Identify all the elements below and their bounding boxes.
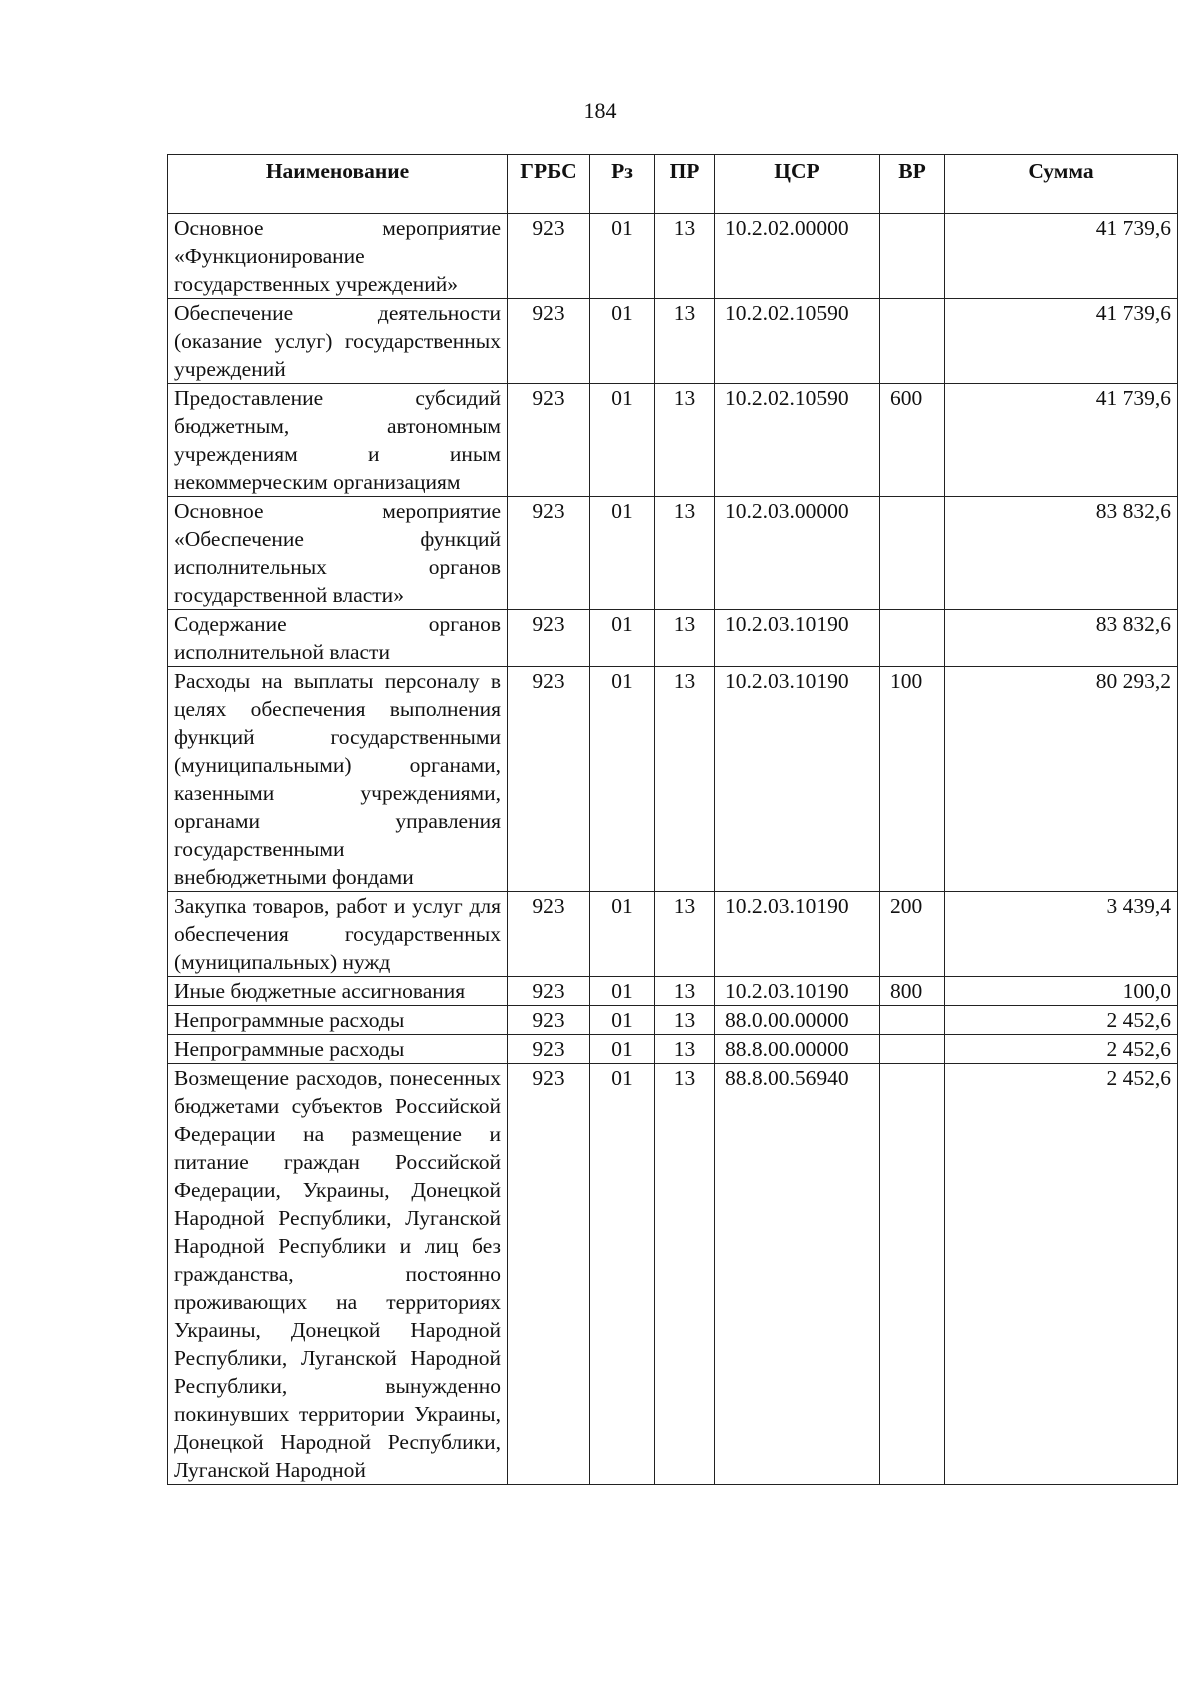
cell-rz: 01 [590,1064,655,1485]
cell-grbs: 923 [508,214,590,299]
cell-csr: 10.2.03.00000 [715,497,880,610]
cell-csr: 10.2.03.10190 [715,977,880,1006]
cell-rz: 01 [590,214,655,299]
cell-vr [880,1006,945,1035]
table-row [168,892,1178,977]
cell-csr: 10.2.02.00000 [715,214,880,299]
cell-vr [880,1064,945,1485]
page-number: 184 [583,98,617,123]
cell-rz: 01 [590,384,655,497]
cell-grbs: 923 [508,1064,590,1485]
cell-pr: 13 [655,977,715,1006]
cell-csr: 10.2.03.10190 [715,892,880,977]
cell-grbs: 923 [508,1006,590,1035]
cell-csr: 88.8.00.00000 [715,1035,880,1064]
cell-sum: 80 293,2 [945,667,1178,892]
cell-sum: 83 832,6 [945,497,1178,610]
cell-name: Непрограммные расходы [168,1006,508,1035]
cell-csr: 88.0.00.00000 [715,1006,880,1035]
cell-csr: 10.2.03.10190 [715,610,880,667]
cell-pr: 13 [655,214,715,299]
cell-name: Закупка товаров, работ и услуг для обеспечения государственных (муниципальных) нужд [168,892,508,977]
cell-grbs: 923 [508,892,590,977]
cell-name: Непрограммные расходы [168,1035,508,1064]
cell-rz: 01 [590,667,655,892]
cell-name: Иные бюджетные ассигнования [168,977,508,1006]
header-csr: ЦСР [715,155,880,214]
table-row [168,384,1178,497]
cell-sum: 41 739,6 [945,299,1178,384]
header-vr: ВР [880,155,945,214]
cell-csr: 10.2.03.10190 [715,667,880,892]
cell-pr: 13 [655,1006,715,1035]
cell-sum: 2 452,6 [945,1006,1178,1035]
cell-grbs: 923 [508,977,590,1006]
cell-vr [880,610,945,667]
table-row [168,497,1178,610]
cell-vr [880,299,945,384]
table-row [168,1064,1178,1485]
table-row [168,214,1178,299]
cell-pr: 13 [655,892,715,977]
cell-sum: 3 439,4 [945,892,1178,977]
cell-rz: 01 [590,1006,655,1035]
table-row [168,977,1178,1006]
cell-sum: 41 739,6 [945,384,1178,497]
cell-grbs: 923 [508,1035,590,1064]
cell-grbs: 923 [508,610,590,667]
cell-grbs: 923 [508,497,590,610]
table-row [168,299,1178,384]
cell-sum: 41 739,6 [945,214,1178,299]
cell-grbs: 923 [508,667,590,892]
cell-vr: 600 [880,384,945,497]
table-row [168,1035,1178,1064]
cell-csr: 10.2.02.10590 [715,384,880,497]
cell-pr: 13 [655,299,715,384]
cell-sum: 83 832,6 [945,610,1178,667]
cell-rz: 01 [590,1035,655,1064]
cell-name: Основное мероприятие «Функционирование государственных учреждений» [168,214,508,299]
header-rz: Рз [590,155,655,214]
cell-vr: 200 [880,892,945,977]
cell-vr: 100 [880,667,945,892]
table-row [168,610,1178,667]
cell-vr [880,497,945,610]
cell-name: Основное мероприятие «Обеспечение функций исполнительных органов государственной власти» [168,497,508,610]
cell-grbs: 923 [508,384,590,497]
cell-name: Возмещение расходов, понесенных бюджетами субъектов Российской Федерации на размещение и питание граждан Российской Федерации, Украины, Донецкой Народной Республики, Луганской Народной Республики и лиц без гражданства, постоянно проживающих на территориях Украины, Донецкой Народной Республики, Луганской Народной Республики, вынужденно покинувших территории Украины, Донецкой Народной Республики, Луганской Народной [168,1064,508,1485]
cell-grbs: 923 [508,299,590,384]
cell-pr: 13 [655,667,715,892]
cell-rz: 01 [590,977,655,1006]
table-header [168,155,1178,214]
cell-pr: 13 [655,1064,715,1485]
header-grbs: ГРБС [508,155,590,214]
table-row [168,1006,1178,1035]
cell-vr: 800 [880,977,945,1006]
cell-name: Предоставление субсидий бюджетным, автономным учреждениям и иным некоммерческим организациям [168,384,508,497]
cell-rz: 01 [590,610,655,667]
cell-sum: 2 452,6 [945,1035,1178,1064]
cell-name: Содержание органов исполнительной власти [168,610,508,667]
cell-pr: 13 [655,610,715,667]
cell-vr [880,1035,945,1064]
cell-name: Обеспечение деятельности (оказание услуг) государственных учреждений [168,299,508,384]
cell-pr: 13 [655,384,715,497]
budget-table [167,154,1178,1485]
cell-vr [880,214,945,299]
cell-rz: 01 [590,299,655,384]
cell-sum: 100,0 [945,977,1178,1006]
cell-pr: 13 [655,1035,715,1064]
cell-sum: 2 452,6 [945,1064,1178,1485]
header-sum: Сумма [945,155,1178,214]
table-row [168,667,1178,892]
cell-pr: 13 [655,497,715,610]
header-name: Наименование [168,155,508,214]
cell-name: Расходы на выплаты персоналу в целях обеспечения выполнения функций государственными (муниципальными) органами, казенными учреждениями, органами управления государственными внебюджетными фондами [168,667,508,892]
cell-csr: 10.2.02.10590 [715,299,880,384]
cell-rz: 01 [590,497,655,610]
cell-csr: 88.8.00.56940 [715,1064,880,1485]
table-body [168,214,1178,1485]
cell-rz: 01 [590,892,655,977]
header-pr: ПР [655,155,715,214]
